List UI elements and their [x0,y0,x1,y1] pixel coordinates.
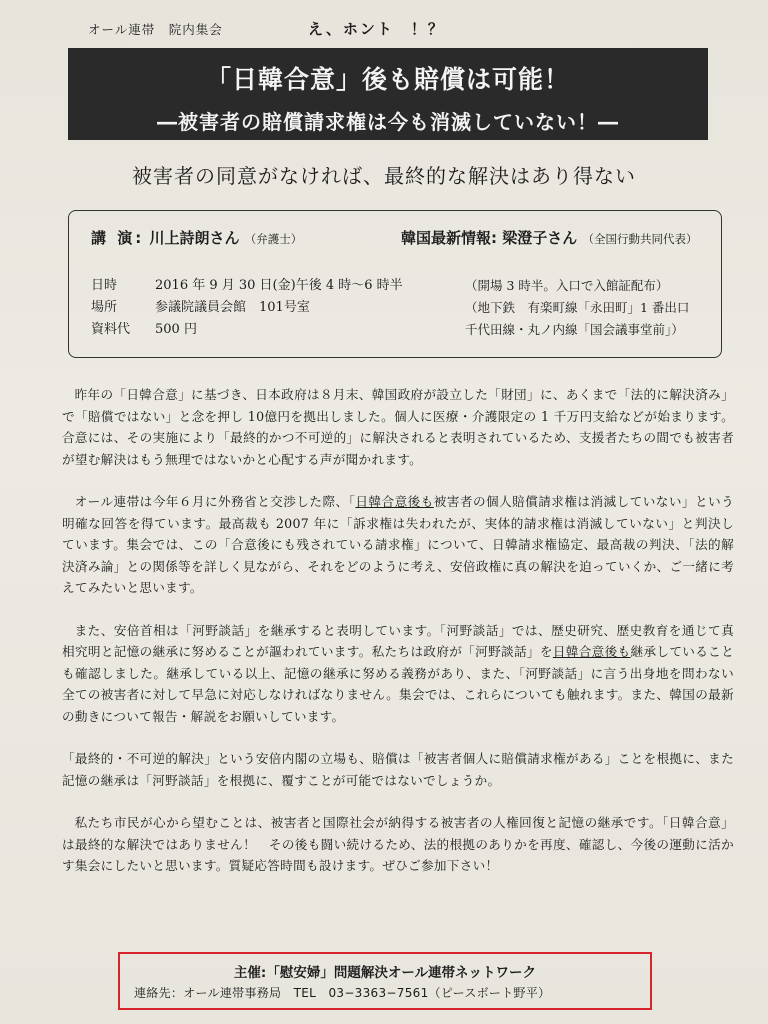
fee-label: 資料代 [91,322,131,337]
paragraph-2-underline: 日韓合意後も [355,494,434,509]
organizer-line: 主催:「慰安婦」問題解決オール連帯ネットワーク [233,965,537,981]
banner-title: 「日韓合意」後も賠償は可能！ [205,65,570,94]
title-banner [68,48,708,140]
paragraph-4: 「最終的・不可逆的解決」という安倍内閣の立場も、賠償は「被害者個人に賠償請求権がある」ことを根拠に、また記憶の継承は「河野談話」を根拠に、覆すことが可能ではないでしょうか。 [62,751,734,788]
paragraph-2 [62,491,734,599]
event-details [91,275,403,341]
speaker-1 [91,227,302,248]
paragraph-1: 昨年の「日韓合意」に基づき、日本政府は８月末、韓国政府が設立した「財団」に、あくまで「法的に解決済み」で「賠償ではない」と念を押し 10億円を拠出しました。個人に医療・介護限定の 1 千万円支給などが始まります。合意には、その実施により「最終的かつ不可逆的」に解決されると表明されているため、支援者たちの間でも被害者が望む解決はもう無理ではないかと心配する声が聞かれます。 [62,387,734,467]
place-value: 参議院議員会館 101号室 [155,300,310,315]
speaker-2-role: （全国行動共同代表） [582,232,698,246]
speaker-2 [401,227,697,248]
access-notes [465,275,689,341]
paragraph-2-part-a: オール連帯は今年６月に外務省と交渉した際、「 [74,494,356,509]
speaker-1-label: 講 演: [91,229,145,247]
speaker-1-name: 川上詩朗さん [149,229,240,247]
paragraph-3 [62,620,734,728]
access-line-1: （地下鉄 有楽町線「永田町」1 番出口 [465,300,690,315]
date-label: 日時 [91,278,118,293]
paragraph-5: 私たち市民が心から望むことは、被害者と国際社会が納得する被害者の人権回復と記憶の継承です。「日韓合意」は最終的な解決ではありません！ その後も闘い続けるため、法的根拠のありかを再度、確認し、今後の運動に活かす集会にしたいと思います。質疑応答時間も設けます。ぜひご参加下さい！ [62,815,734,873]
speaker-2-label: 韓国最新情報: [401,229,497,247]
paragraph-3-part-a: また、安倍首相は「河野談話」を継承すると表明しています。「河野談話」では、歴史研究、歴史教育を通じて真相究明と記憶の継承に努めることが謳われています。私たちは政府が「河野談話」を [62,622,734,659]
organizer-footer [118,952,652,1010]
place-label: 場所 [91,300,118,315]
date-value: 2016 年 9 月 30 日(金)午後 4 時～6 時半 [155,278,403,293]
date-row [91,275,403,297]
contact-line: 連絡先：オール連帯事務局 TEL 03−3363−7561（ピースボート野平） [134,986,551,1000]
access-line-2: 千代田線・丸ノ内線「国会議事堂前」） [465,322,684,337]
body-text [62,384,734,898]
org-meeting-label: オール連帯 院内集会 [88,22,223,37]
speaker-2-name: 梁澄子さん [502,229,578,247]
event-info-box [68,210,722,358]
speaker-1-role: （弁護士） [244,232,303,246]
paragraph-3-underline: 日韓合意後も [552,644,631,659]
header-row [88,18,728,42]
place-row [91,297,403,319]
paragraph-3-part-b: 継承していることも確認しました。継承している以上、記憶の継承に努める義務があり、また、「河野談話」に言う出身地を問わない全ての被害者に対して早急に対応しなければなりません。集会では、これらについても触れます。また、韓国の最新の動きについて報告・解説をお願いしています。 [62,644,734,724]
paragraph-2-part-b: 被害者の個人賠償請求権は消滅していない」という明確な回答を得ています。最高裁も 2007 年に「訴求権は失われたが、実体的請求権は消滅していない」と判決しています。集会では、この「合意後にも残されている請求権」について、日韓請求権協定、最高裁の判決、「法的解決済み論」との関係等を詳しく見ながら、それをどのように考え、安倍政権に真の解決を迫っていくか、ご一緒に考えてみたいと思います。 [62,494,734,595]
fee-value: 500 円 [155,322,197,337]
banner-subtitle: ―被害者の賠償請求権は今も消滅していない！― [157,110,619,134]
slogan-text: え、ホント ！？ [308,20,445,38]
subheading: 被害者の同意がなければ、最終的な解決はあり得ない [132,164,636,188]
fee-row [91,319,403,341]
opening-note: （開場 3 時半。入口で入館証配布） [465,278,669,293]
